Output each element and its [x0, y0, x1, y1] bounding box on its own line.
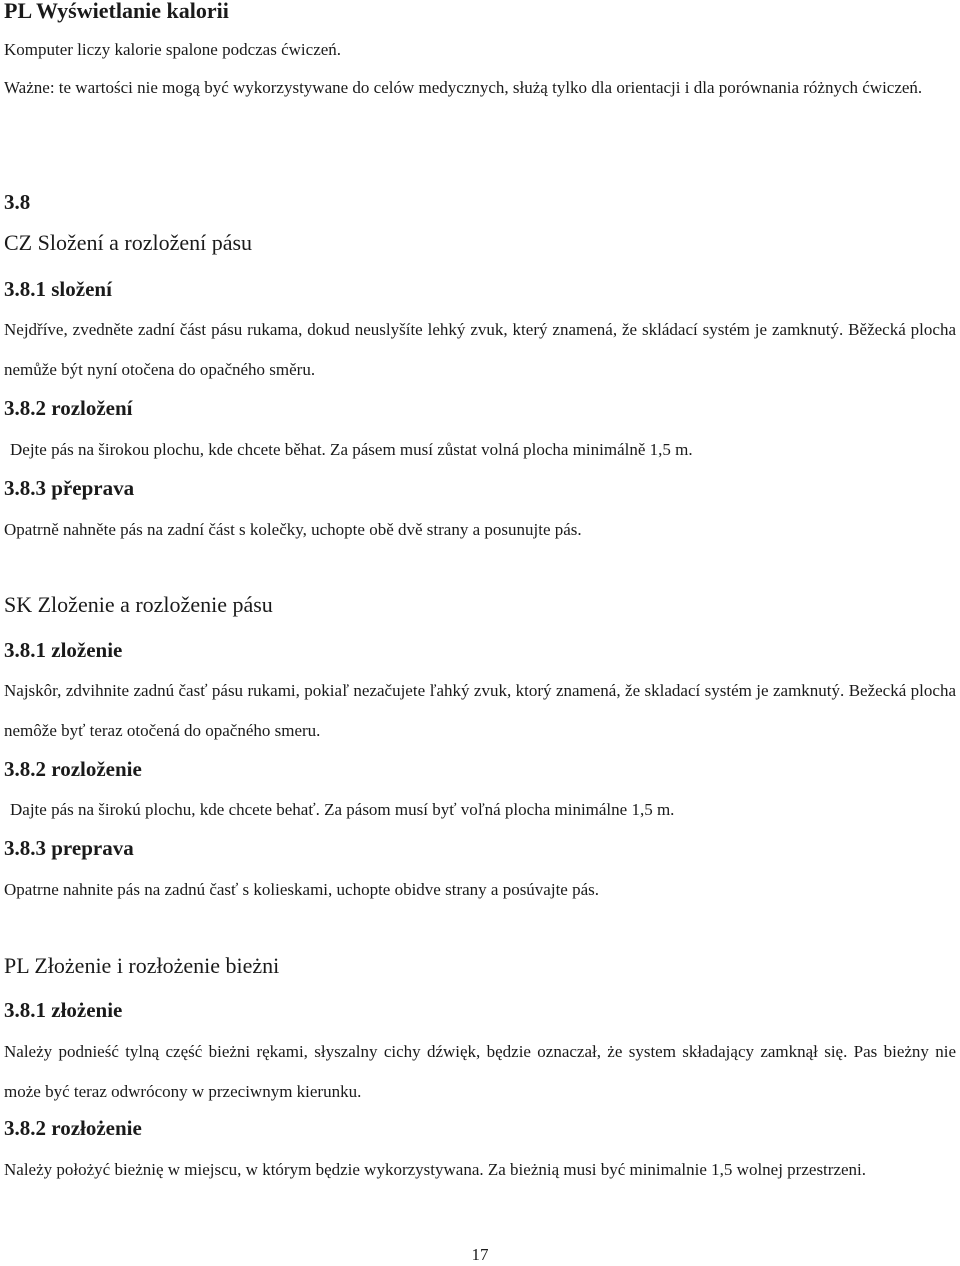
sk-title: SK Zloženie a rozloženie pásu — [4, 592, 273, 617]
cz-s1-text: Nejdříve, zvedněte zadní část pásu rukama, dokud neuslyšíte lehký zvuk, který znamená, že skládací systém je zamknutý. Běžecká plocha nemůže být nyní otočena do opačného směru. — [4, 320, 956, 379]
cz-s2-text: Dejte pás na širokou plochu, kde chcete běhat. Za pásem musí zůstat volná plocha minimálně 1,5 m. — [10, 440, 693, 459]
pl-fold-s1-text: Należy podnieść tylną część bieżni rękami, słyszalny cichy dźwięk, będzie oznaczał, że system składający zamknął się. Pas bieżny nie może być teraz odwrócony w przeciwnym kierunku. — [4, 1042, 956, 1101]
pl-fold-s2-heading: 3.8.2 rozłożenie — [4, 1116, 142, 1140]
sk-s2-heading: 3.8.2 rozloženie — [4, 757, 142, 781]
pl-fold-title: PL Złożenie i rozłożenie bieżni — [4, 953, 280, 978]
cz-s1-heading: 3.8.1 složení — [4, 277, 112, 301]
pl-calories-note: Ważne: te wartości nie mogą być wykorzystywane do celów medycznych, służą tylko dla orientacji i dla porównania różnych ćwiczeń. — [4, 78, 923, 97]
pl-fold-s2-text: Należy położyć bieżnię w miejscu, w którym będzie wykorzystywana. Za bieżnią musi być minimalnie 1,5 wolnej przestrzeni. — [4, 1160, 867, 1179]
section-number: 3.8 — [4, 190, 31, 214]
sk-s1-text: Najskôr, zdvihnite zadnú časť pásu rukami, pokiaľ nezačujete ľahký zvuk, ktorý znamená, že skladací systém je zamknutý. Bežecká plocha nemôže byť teraz otočená do opačného smeru. — [4, 681, 956, 740]
pl-fold-s1-heading: 3.8.1 złożenie — [4, 998, 123, 1022]
cz-s2-heading: 3.8.2 rozložení — [4, 396, 133, 420]
sk-s3-heading: 3.8.3 preprava — [4, 836, 134, 860]
page-number: 17 — [471, 1245, 489, 1264]
sk-s1-heading: 3.8.1 zloženie — [4, 638, 123, 662]
pl-calories-title: PL Wyświetlanie kalorii — [4, 0, 229, 23]
pl-calories-intro: Komputer liczy kalorie spalone podczas ćwiczeń. — [4, 40, 342, 59]
sk-s3-text: Opatrne nahnite pás na zadnú časť s kolieskami, uchopte obidve strany a posúvajte pás. — [4, 880, 600, 899]
cz-title: CZ Složení a rozložení pásu — [4, 230, 253, 255]
cz-s3-text: Opatrně nahněte pás na zadní část s kolečky, uchopte obě dvě strany a posunujte pás. — [4, 520, 582, 539]
sk-s2-text: Dajte pás na širokú plochu, kde chcete behať. Za pásom musí byť voľná plocha minimálne 1,5 m. — [10, 800, 675, 819]
cz-s3-heading: 3.8.3 přeprava — [4, 476, 135, 500]
